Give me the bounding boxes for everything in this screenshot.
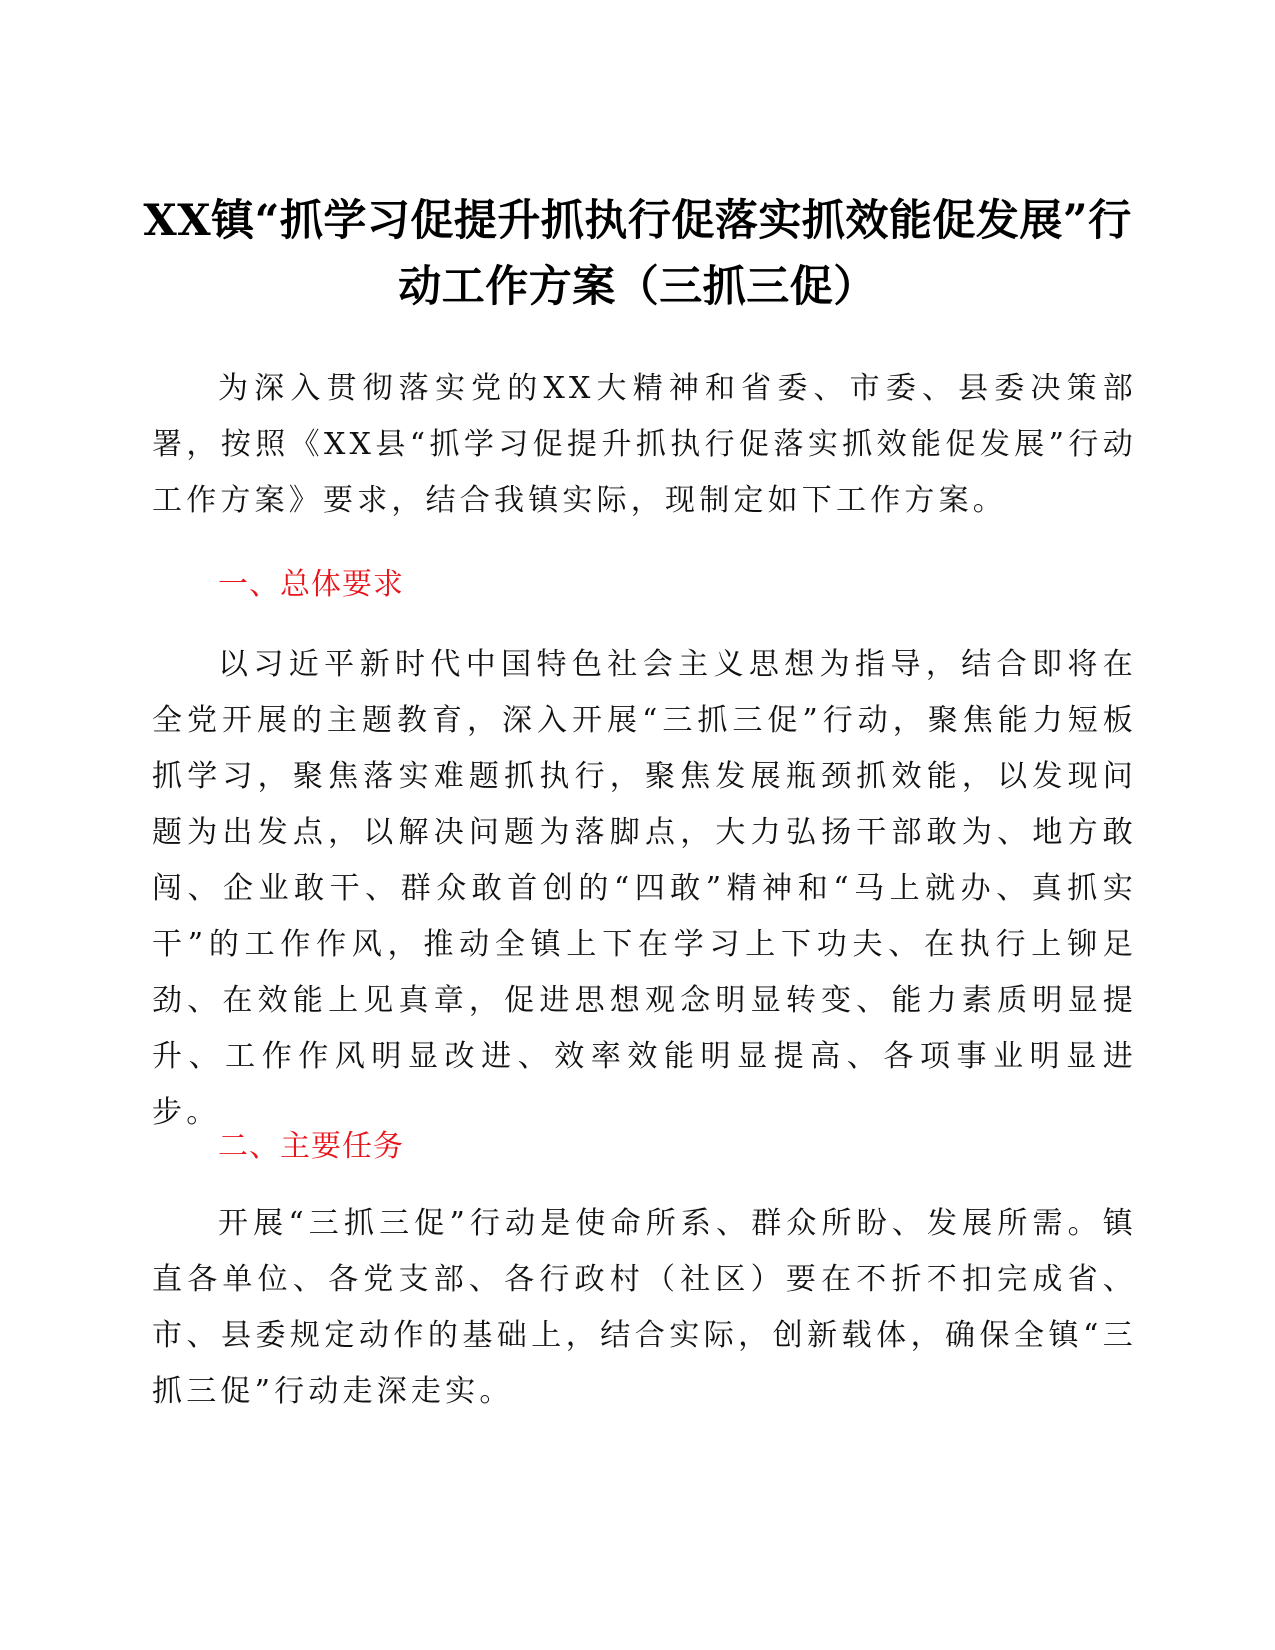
document-title: XX镇“抓学习促提升抓执行促落实抓效能促发展”行动工作方案（三抓三促）	[143, 196, 1132, 312]
section-heading-overall-requirements: 一、总体要求	[218, 567, 404, 602]
section-paragraph-main-tasks: 开展“三抓三促”行动是使命所系、群众所盼、发展所需。镇直各单位、各党支部、各行政村（社区）要在不折不扣完成省、市、县委规定动作的基础上，结合实际，创新载体，确保全镇“三抓三促”行动走深走实。	[152, 1206, 1137, 1409]
section-paragraph-overall-requirements: 以习近平新时代中国特色社会主义思想为指导，结合即将在全党开展的主题教育，深入开展“三抓三促”行动，聚焦能力短板抓学习，聚焦落实难题抓执行，聚焦发展瓶颈抓效能，以发现问题为出发点，以解决问题为落脚点，大力弘扬干部敢为、地方敢闯、企业敢干、群众敢首创的“四敢”精神和“马上就办、真抓实干”的工作作风，推动全镇上下在学习上下功夫、在执行上铆足劲、在效能上见真章，促进思想观念明显转变、能力素质明显提升、工作作风明显改进、效率效能明显提高、各项事业明显进步。	[152, 647, 1137, 1130]
section-heading-main-tasks: 二、主要任务	[218, 1129, 404, 1164]
intro-paragraph: 为深入贯彻落实党的XX大精神和省委、市委、县委决策部署，按照《XX县“抓学习促提升抓执行促落实抓效能促发展”行动工作方案》要求，结合我镇实际，现制定如下工作方案。	[152, 371, 1137, 518]
